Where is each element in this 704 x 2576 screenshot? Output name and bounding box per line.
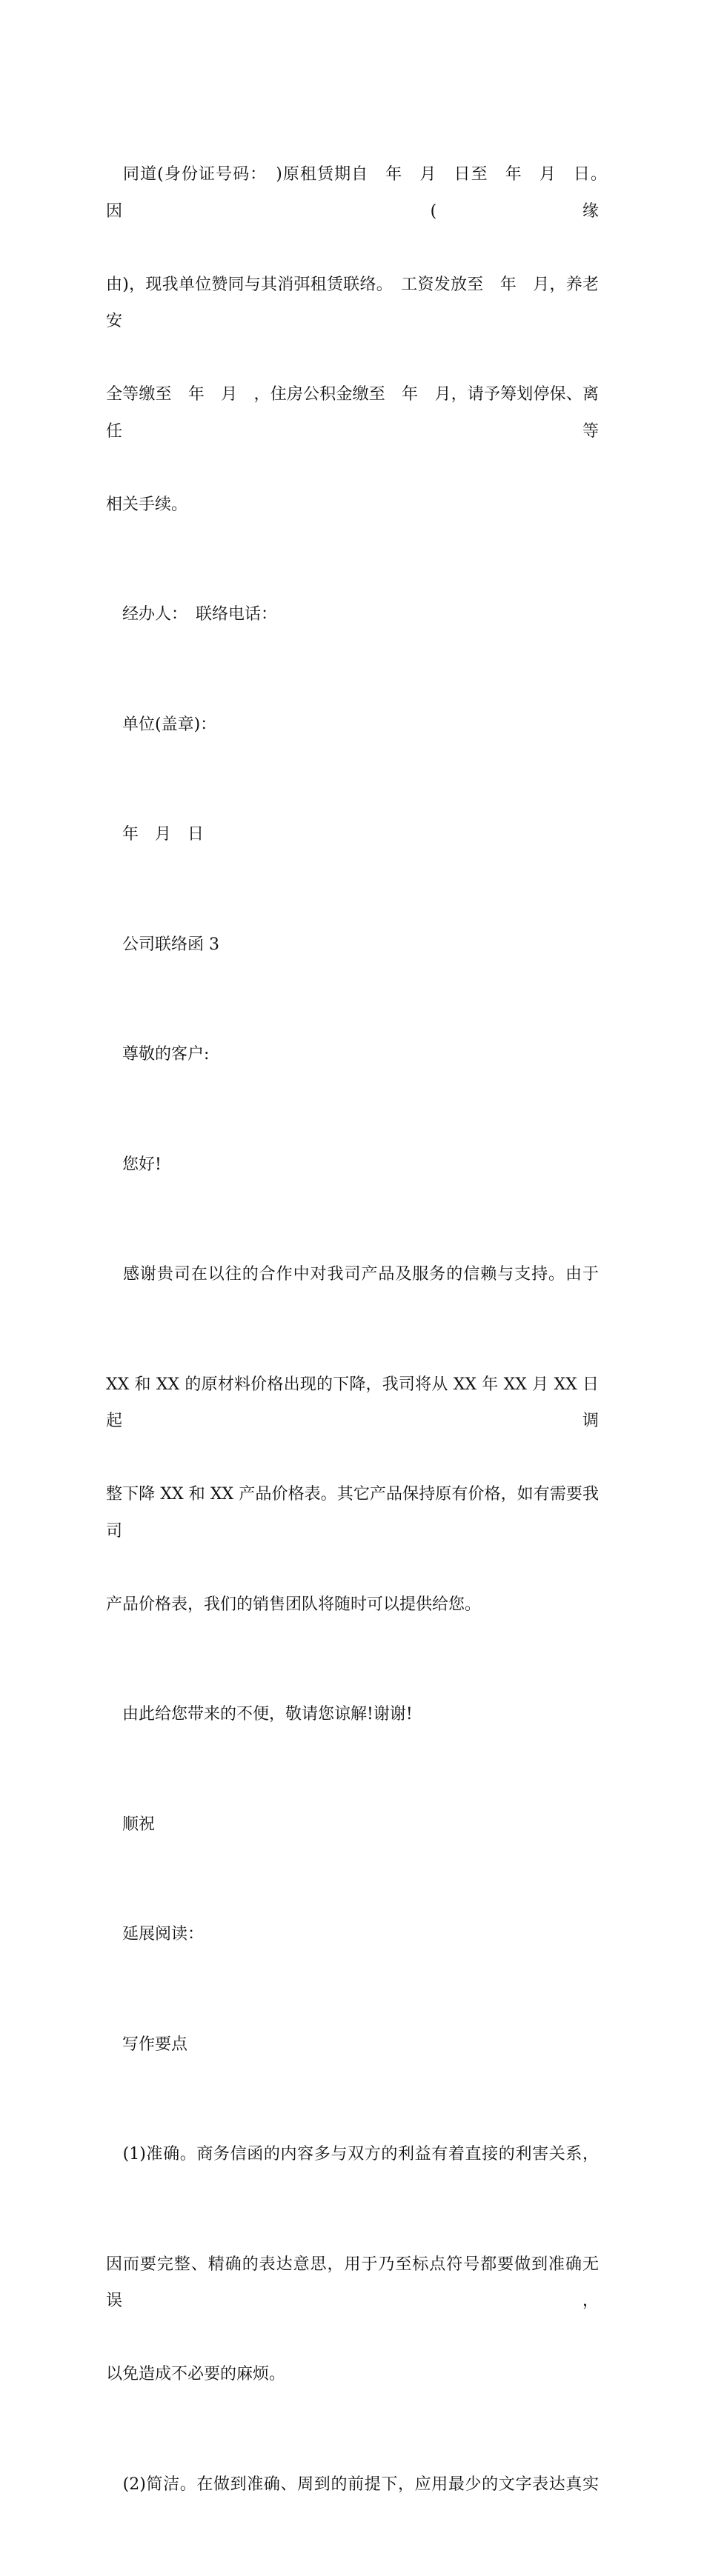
text-line: XX 和 XX 的原材料价格出现的下降，我司将从 XX 年 XX 月 XX 日起调 bbox=[106, 1375, 599, 1430]
text-line: 年 月 日 bbox=[106, 825, 205, 844]
text-line: 顺祝 bbox=[106, 1815, 156, 1834]
text-line: 以免造成不必要的麻烦。 bbox=[106, 2365, 286, 2383]
text-line: 由)，现我单位赞同与其消弭租赁联络。 工资发放至 年 月，养老安 bbox=[106, 275, 599, 330]
text-line: 相关手续。 bbox=[106, 495, 188, 514]
text-line: 由此给您带来的不便，敬请您谅解!谢谢! bbox=[106, 1705, 413, 1724]
text-line: (1)准确。商务信函的内容多与双方的利益有着直接的利害关系， bbox=[106, 2145, 599, 2163]
text-line: 写作要点 bbox=[106, 2035, 188, 2054]
text-line: 产品价格表，我们的销售团队将随时可以提供给您。 bbox=[106, 1595, 482, 1614]
text-line: 感谢贵司在以往的合作中对我司产品及服务的信赖与支持。由于 bbox=[106, 1265, 599, 1284]
text-line: 因而要完整、精确的表达意思，用于乃至标点符号都要做到准确无误， bbox=[106, 2255, 599, 2310]
text-line: 单位(盖章)： bbox=[106, 715, 217, 734]
text-line: 公司联络函 3 bbox=[106, 935, 219, 954]
text-line: 延展阅读： bbox=[106, 1925, 205, 1943]
text-line: (2)简洁。在做到准确、周到的前提下，应用最少的文字表达真实 bbox=[106, 2475, 599, 2494]
text-line: 经办人： 联络电话： bbox=[106, 605, 278, 624]
text-line: 整下降 XX 和 XX 产品价格表。其它产品保持原有价格，如有需要我司 bbox=[106, 1485, 599, 1541]
text-line: 同道(身份证号码： )原租赁期自 年 月 日至 年 月 日。 因 (缘 bbox=[106, 165, 616, 221]
text-line: 尊敬的客户: bbox=[106, 1045, 210, 1064]
text-line: 全等缴至 年 月 ，住房公积金缴至 年 月，请予筹划停保、离任等 bbox=[106, 385, 599, 441]
document-body bbox=[106, 83, 616, 2576]
text-line: 您好! bbox=[106, 1155, 162, 1174]
